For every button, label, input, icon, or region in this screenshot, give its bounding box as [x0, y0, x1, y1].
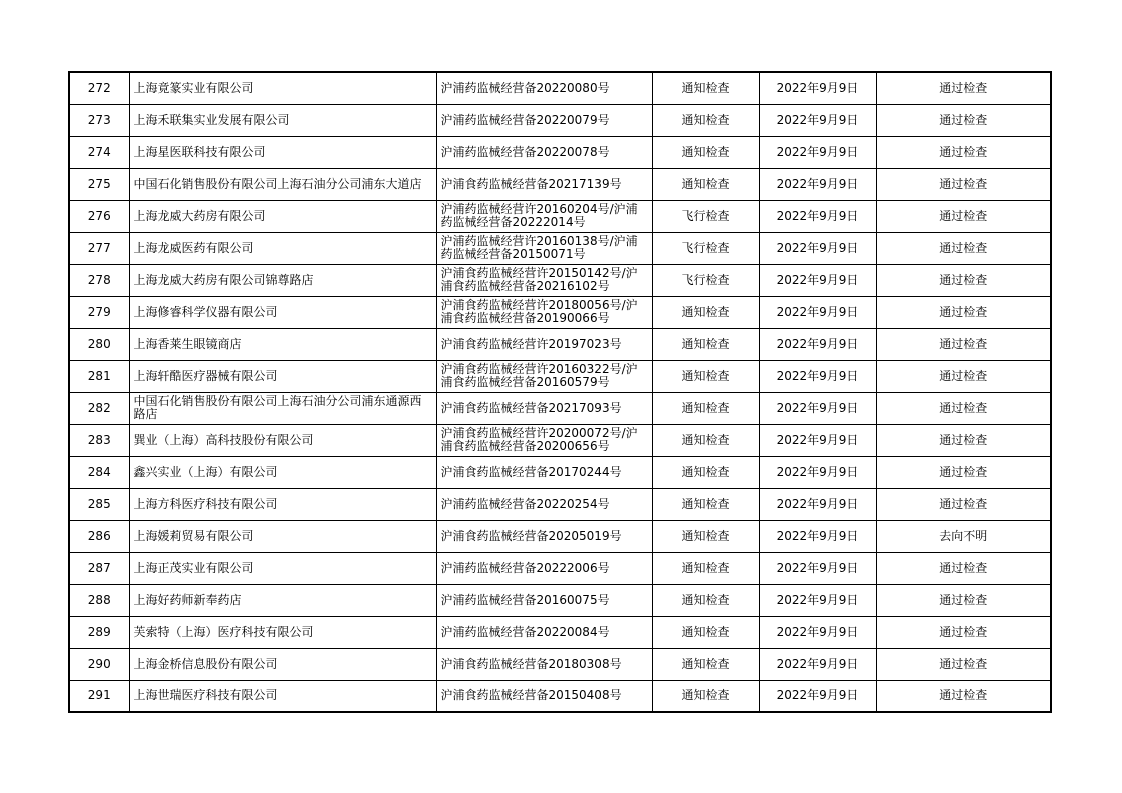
table-row	[69, 104, 1051, 136]
company-name: 上海竟篆实业有限公司	[129, 72, 436, 104]
inspection-type: 通知检查	[652, 552, 759, 584]
license-number: 沪浦食药监械经营许20150142号/沪浦食药监械经营备20216102号	[436, 264, 652, 296]
table-row	[69, 488, 1051, 520]
company-name: 上海媛莉贸易有限公司	[129, 520, 436, 552]
company-name: 芙索特（上海）医疗科技有限公司	[129, 616, 436, 648]
inspection-type: 通知检查	[652, 456, 759, 488]
company-name: 上海修睿科学仪器有限公司	[129, 296, 436, 328]
license-number: 沪浦药监械经营备20220080号	[436, 72, 652, 104]
inspection-date: 2022年9月9日	[759, 168, 876, 200]
inspection-result: 通过检查	[876, 552, 1051, 584]
inspection-date: 2022年9月9日	[759, 296, 876, 328]
inspection-table	[68, 71, 1052, 713]
table-row	[69, 584, 1051, 616]
table-row	[69, 200, 1051, 232]
inspection-result: 通过检查	[876, 168, 1051, 200]
table-row	[69, 264, 1051, 296]
row-number: 283	[69, 424, 129, 456]
inspection-type: 通知检查	[652, 648, 759, 680]
license-number: 沪浦药监械经营许20160138号/沪浦药监械经营备20150071号	[436, 232, 652, 264]
inspection-result: 通过检查	[876, 360, 1051, 392]
license-number: 沪浦食药监械经营许20197023号	[436, 328, 652, 360]
license-number: 沪浦药监械经营备20220079号	[436, 104, 652, 136]
inspection-type: 通知检查	[652, 424, 759, 456]
inspection-result: 通过检查	[876, 392, 1051, 424]
inspection-date: 2022年9月9日	[759, 520, 876, 552]
inspection-result: 通过检查	[876, 616, 1051, 648]
inspection-type: 通知检查	[652, 168, 759, 200]
inspection-result: 通过检查	[876, 72, 1051, 104]
inspection-type: 通知检查	[652, 72, 759, 104]
row-number: 290	[69, 648, 129, 680]
table-row	[69, 168, 1051, 200]
inspection-type: 通知检查	[652, 296, 759, 328]
inspection-date: 2022年9月9日	[759, 456, 876, 488]
company-name: 上海龙威医药有限公司	[129, 232, 436, 264]
license-number: 沪浦食药监械经营备20217093号	[436, 392, 652, 424]
row-number: 289	[69, 616, 129, 648]
company-name: 上海好药师新奉药店	[129, 584, 436, 616]
row-number: 272	[69, 72, 129, 104]
license-number: 沪浦药监械经营备20220084号	[436, 616, 652, 648]
company-name: 上海金桥信息股份有限公司	[129, 648, 436, 680]
company-name: 鑫兴实业（上海）有限公司	[129, 456, 436, 488]
inspection-result: 通过检查	[876, 680, 1051, 712]
inspection-date: 2022年9月9日	[759, 424, 876, 456]
inspection-result: 通过检查	[876, 200, 1051, 232]
inspection-type: 飞行检查	[652, 232, 759, 264]
inspection-date: 2022年9月9日	[759, 200, 876, 232]
company-name: 上海禾联集实业发展有限公司	[129, 104, 436, 136]
table-row	[69, 648, 1051, 680]
inspection-type: 通知检查	[652, 360, 759, 392]
row-number: 280	[69, 328, 129, 360]
license-number: 沪浦食药监械经营备20217139号	[436, 168, 652, 200]
inspection-type: 通知检查	[652, 328, 759, 360]
company-name: 上海星医联科技有限公司	[129, 136, 436, 168]
license-number: 沪浦药监械经营备20220078号	[436, 136, 652, 168]
license-number: 沪浦药监械经营备20222006号	[436, 552, 652, 584]
inspection-result: 通过检查	[876, 456, 1051, 488]
inspection-type: 通知检查	[652, 136, 759, 168]
row-number: 277	[69, 232, 129, 264]
company-name: 上海香莱生眼镜商店	[129, 328, 436, 360]
row-number: 273	[69, 104, 129, 136]
company-name: 上海龙威大药房有限公司	[129, 200, 436, 232]
inspection-result: 通过检查	[876, 328, 1051, 360]
inspection-date: 2022年9月9日	[759, 72, 876, 104]
table-row	[69, 136, 1051, 168]
row-number: 285	[69, 488, 129, 520]
table-row	[69, 72, 1051, 104]
inspection-result: 通过检查	[876, 264, 1051, 296]
inspection-date: 2022年9月9日	[759, 264, 876, 296]
company-name: 上海方科医疗科技有限公司	[129, 488, 436, 520]
inspection-type: 通知检查	[652, 104, 759, 136]
inspection-type: 通知检查	[652, 680, 759, 712]
license-number: 沪浦食药监械经营许20200072号/沪浦食药监械经营备20200656号	[436, 424, 652, 456]
inspection-type: 飞行检查	[652, 264, 759, 296]
inspection-result: 通过检查	[876, 296, 1051, 328]
company-name: 中国石化销售股份有限公司上海石油分公司浦东大道店	[129, 168, 436, 200]
table-row	[69, 520, 1051, 552]
inspection-table-body	[69, 72, 1051, 712]
row-number: 281	[69, 360, 129, 392]
row-number: 274	[69, 136, 129, 168]
table-row	[69, 616, 1051, 648]
company-name: 巽业（上海）高科技股份有限公司	[129, 424, 436, 456]
row-number: 279	[69, 296, 129, 328]
table-row	[69, 328, 1051, 360]
table-row	[69, 424, 1051, 456]
row-number: 288	[69, 584, 129, 616]
inspection-date: 2022年9月9日	[759, 360, 876, 392]
license-number: 沪浦食药监械经营许20180056号/沪浦食药监械经营备20190066号	[436, 296, 652, 328]
license-number: 沪浦药监械经营备20220254号	[436, 488, 652, 520]
inspection-date: 2022年9月9日	[759, 104, 876, 136]
inspection-date: 2022年9月9日	[759, 552, 876, 584]
inspection-date: 2022年9月9日	[759, 680, 876, 712]
license-number: 沪浦食药监械经营许20160322号/沪浦食药监械经营备20160579号	[436, 360, 652, 392]
row-number: 291	[69, 680, 129, 712]
table-row	[69, 360, 1051, 392]
row-number: 275	[69, 168, 129, 200]
inspection-type: 通知检查	[652, 392, 759, 424]
row-number: 278	[69, 264, 129, 296]
inspection-type: 飞行检查	[652, 200, 759, 232]
inspection-date: 2022年9月9日	[759, 648, 876, 680]
table-row	[69, 456, 1051, 488]
license-number: 沪浦食药监械经营备20205019号	[436, 520, 652, 552]
license-number: 沪浦食药监械经营备20180308号	[436, 648, 652, 680]
inspection-date: 2022年9月9日	[759, 616, 876, 648]
inspection-result: 通过检查	[876, 136, 1051, 168]
table-row	[69, 392, 1051, 424]
row-number: 284	[69, 456, 129, 488]
row-number: 282	[69, 392, 129, 424]
inspection-type: 通知检查	[652, 520, 759, 552]
table-row	[69, 552, 1051, 584]
inspection-result: 通过检查	[876, 104, 1051, 136]
inspection-result: 通过检查	[876, 424, 1051, 456]
company-name: 上海世瑞医疗科技有限公司	[129, 680, 436, 712]
row-number: 287	[69, 552, 129, 584]
inspection-result: 通过检查	[876, 488, 1051, 520]
inspection-date: 2022年9月9日	[759, 328, 876, 360]
table-row	[69, 296, 1051, 328]
inspection-type: 通知检查	[652, 616, 759, 648]
inspection-date: 2022年9月9日	[759, 136, 876, 168]
license-number: 沪浦药监械经营许20160204号/沪浦药监械经营备20222014号	[436, 200, 652, 232]
inspection-result: 通过检查	[876, 648, 1051, 680]
inspection-result: 通过检查	[876, 232, 1051, 264]
table-row	[69, 680, 1051, 712]
license-number: 沪浦食药监械经营备20170244号	[436, 456, 652, 488]
row-number: 286	[69, 520, 129, 552]
inspection-type: 通知检查	[652, 488, 759, 520]
inspection-result: 通过检查	[876, 584, 1051, 616]
license-number: 沪浦食药监械经营备20150408号	[436, 680, 652, 712]
inspection-result: 去向不明	[876, 520, 1051, 552]
inspection-date: 2022年9月9日	[759, 584, 876, 616]
company-name: 上海轩酷医疗器械有限公司	[129, 360, 436, 392]
company-name: 中国石化销售股份有限公司上海石油分公司浦东通源西路店	[129, 392, 436, 424]
inspection-date: 2022年9月9日	[759, 488, 876, 520]
inspection-type: 通知检查	[652, 584, 759, 616]
table-row	[69, 232, 1051, 264]
row-number: 276	[69, 200, 129, 232]
license-number: 沪浦药监械经营备20160075号	[436, 584, 652, 616]
company-name: 上海龙威大药房有限公司锦尊路店	[129, 264, 436, 296]
inspection-date: 2022年9月9日	[759, 392, 876, 424]
inspection-date: 2022年9月9日	[759, 232, 876, 264]
company-name: 上海正茂实业有限公司	[129, 552, 436, 584]
